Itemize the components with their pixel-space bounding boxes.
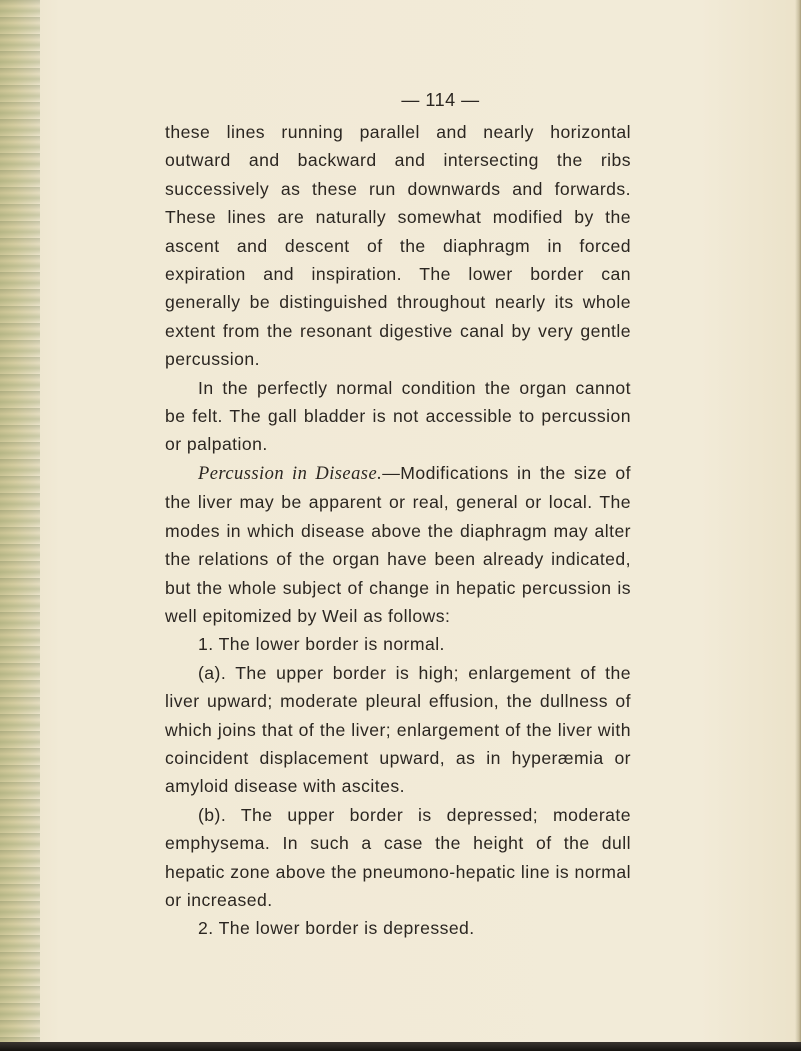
page-bottom-edge xyxy=(0,1042,801,1051)
paragraph-text: —Modifications in the size of the liver may be apparent or real, general or local. The modes in which disease above the diaphragm may alter the relations of the organ have been already indicated, but the whole subject of change in hepatic percussion is well epitomized by Weil as follows: xyxy=(165,462,632,626)
list-item xyxy=(165,630,631,658)
page-number: — 114 — xyxy=(401,90,480,110)
section-heading: Percussion in Disease. xyxy=(198,463,383,484)
paragraph xyxy=(165,459,631,630)
page-binding-edge xyxy=(0,0,40,1051)
list-item xyxy=(165,914,631,942)
body-text xyxy=(165,118,631,943)
list-marker: (b). xyxy=(198,804,227,825)
paragraph: In the perfectly normal condition the organ cannot be felt. The gall bladder is not accessible to percussion or palpation. xyxy=(165,377,631,455)
paragraph: these lines running parallel and nearly horizontal outward and backward and intersecting the ribs successively as these run downwards and forwards. These lines are naturally somewhat modified by the ascent and descent of the diaphragm in forced expiration and inspiration. The lower border can generally be distinguished throughout nearly its whole extent from the resonant digestive canal by very gentle percussion. xyxy=(165,122,631,370)
page-right-edge xyxy=(795,0,801,1051)
list-item-text: The upper border is high; enlargement of the liver upward; moderate pleural effusion, the dullness of which joins that of the liver; enlargement of the liver with coincident displacement upward, as in hyperæmia or amyloid disease with ascites. xyxy=(165,662,631,797)
list-marker: 1. xyxy=(198,634,214,655)
list-marker: (a). xyxy=(198,662,227,683)
list-item-text: The lower border is normal. xyxy=(218,634,445,655)
list-item xyxy=(165,659,631,801)
list-item xyxy=(165,801,631,915)
list-item-text: The lower border is depressed. xyxy=(218,918,475,939)
list-item-text: The upper border is depressed; moderate emphysema. In such a case the height of the dull hepatic zone above the pneumono-hepatic line is normal or increased. xyxy=(165,804,631,910)
list-marker: 2. xyxy=(198,918,214,939)
